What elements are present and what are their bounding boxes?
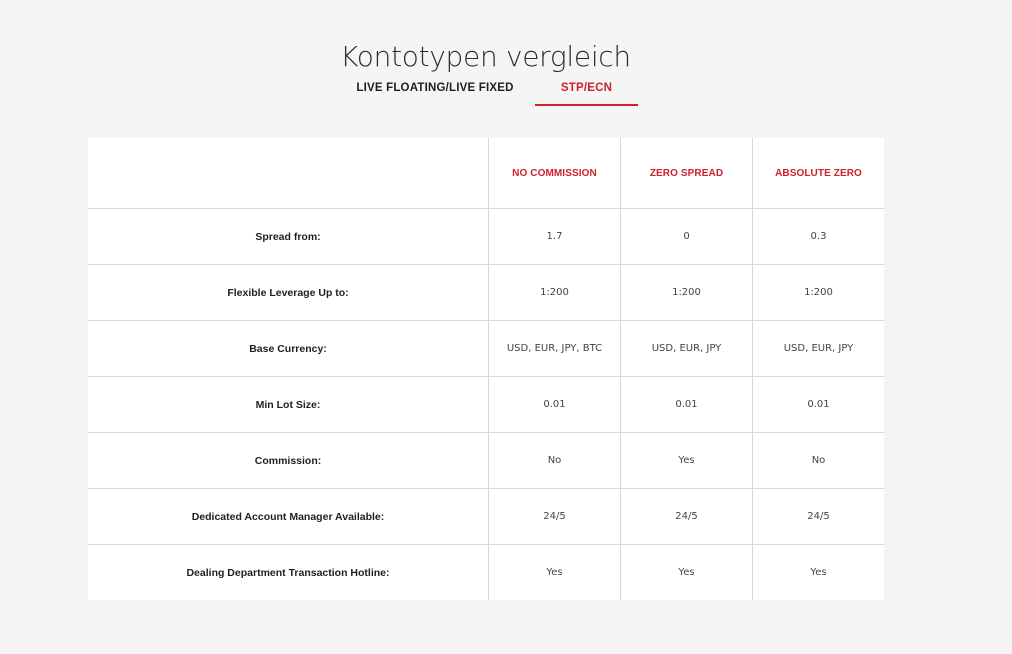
- plan-name: ABSOLUTE ZERO: [775, 167, 862, 179]
- row-label-cell: [88, 209, 489, 264]
- row-label: Dealing Department Transaction Hotline:: [186, 566, 390, 579]
- cell-value: 24/5: [807, 511, 830, 522]
- table-cell: [753, 377, 884, 432]
- column-header-absolute-zero: [753, 138, 884, 208]
- table-cell: [753, 265, 884, 320]
- cell-value: Yes: [678, 455, 695, 466]
- cell-value: 0.3: [810, 231, 827, 242]
- cell-value: USD, EUR, JPY: [651, 343, 722, 354]
- table-cell: [621, 209, 753, 264]
- cell-value: 0.01: [543, 399, 566, 410]
- table-cell: [489, 433, 621, 488]
- table-cell: [621, 433, 753, 488]
- cell-value: 24/5: [543, 511, 566, 522]
- row-label: Min Lot Size:: [255, 398, 321, 411]
- plan-name: ZERO SPREAD: [649, 167, 724, 179]
- cell-value: No: [811, 455, 826, 466]
- cell-value: 1.7: [546, 231, 563, 242]
- row-label: Base Currency:: [249, 342, 327, 355]
- page-title: Kontotypen vergleich: [340, 39, 631, 73]
- comparison-table: [88, 138, 884, 600]
- column-header-no-commission: [489, 138, 621, 208]
- table-header-row: [88, 138, 884, 209]
- cell-value: USD, EUR, JPY: [783, 343, 854, 354]
- tab-stp-ecn[interactable]: STP/ECN: [535, 82, 638, 106]
- table-cell: [489, 321, 621, 376]
- cell-value: Yes: [810, 567, 827, 578]
- table-cell: [489, 489, 621, 544]
- table-row: [88, 321, 884, 377]
- cell-value: Yes: [678, 567, 695, 578]
- table-cell: [621, 545, 753, 600]
- cell-value: No: [547, 455, 562, 466]
- table-cell: [753, 489, 884, 544]
- table-row: [88, 377, 884, 433]
- cell-value: 1:200: [804, 287, 833, 298]
- row-label-cell: [88, 265, 489, 320]
- cell-value: 0.01: [675, 399, 698, 410]
- table-row: [88, 489, 884, 545]
- table-cell: [621, 321, 753, 376]
- table-cell: [489, 377, 621, 432]
- table-cell: [489, 265, 621, 320]
- row-label-cell: [88, 433, 489, 488]
- table-row: [88, 209, 884, 265]
- table-cell: [621, 489, 753, 544]
- cell-value: 1:200: [540, 287, 569, 298]
- row-label: Commission:: [254, 454, 322, 467]
- plan-name: NO COMMISSION: [512, 167, 597, 179]
- table-cell: [753, 321, 884, 376]
- row-label-cell: [88, 321, 489, 376]
- row-label-cell: [88, 545, 489, 600]
- table-cell: [753, 545, 884, 600]
- cell-value: 0: [683, 231, 690, 242]
- table-cell: [489, 209, 621, 264]
- table-cell: [753, 433, 884, 488]
- header-empty-cell: [88, 138, 489, 208]
- row-label-cell: [88, 377, 489, 432]
- cell-value: 0.01: [807, 399, 830, 410]
- table-cell: [621, 377, 753, 432]
- table-cell: [621, 265, 753, 320]
- cell-value: 1:200: [672, 287, 701, 298]
- table-row: [88, 265, 884, 321]
- cell-value: Yes: [546, 567, 563, 578]
- table-row: [88, 545, 884, 600]
- cell-value: 24/5: [675, 511, 698, 522]
- cell-value: USD, EUR, JPY, BTC: [506, 343, 603, 354]
- table-cell: [753, 209, 884, 264]
- row-label: Spread from:: [255, 230, 321, 243]
- table-row: [88, 433, 884, 489]
- tab-live-floating-fixed[interactable]: LIVE FLOATING/LIVE FIXED: [356, 82, 514, 94]
- row-label: Flexible Leverage Up to:: [227, 286, 349, 299]
- row-label-cell: [88, 489, 489, 544]
- account-type-tabs: [0, 82, 1012, 106]
- column-header-zero-spread: [621, 138, 753, 208]
- table-cell: [489, 545, 621, 600]
- row-label: Dedicated Account Manager Available:: [191, 510, 385, 523]
